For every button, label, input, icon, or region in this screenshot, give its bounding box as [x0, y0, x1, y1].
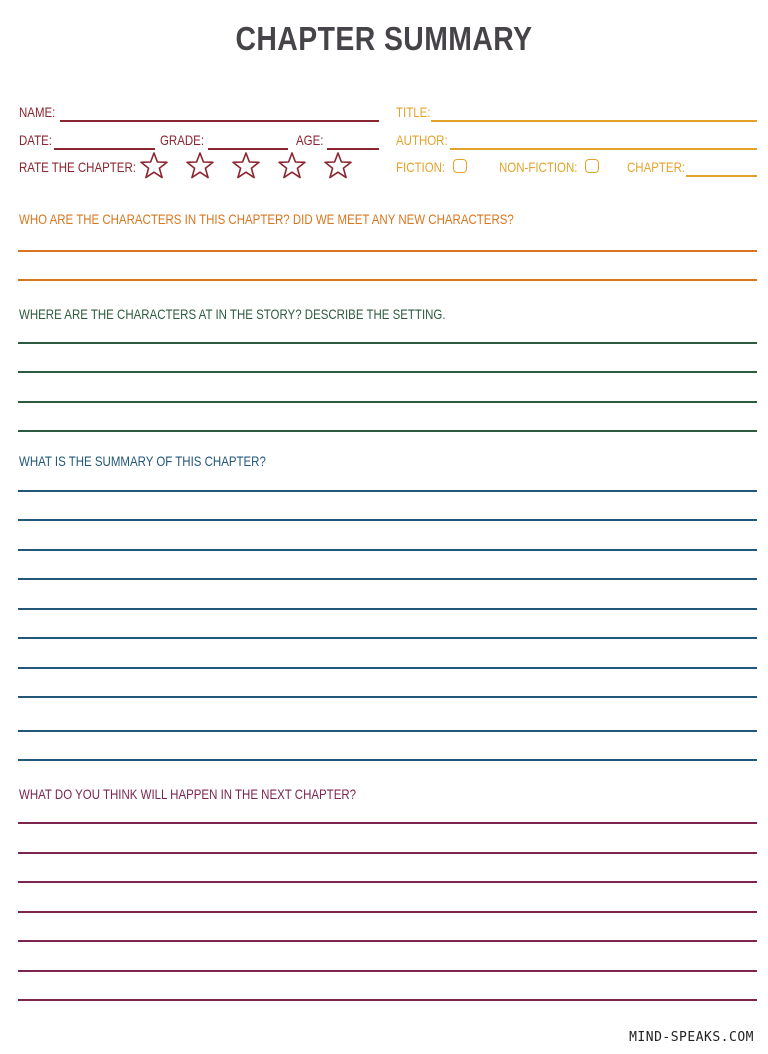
summary-answer-line[interactable]: [18, 549, 757, 551]
date-label: DATE:: [19, 132, 52, 148]
setting-answer-line[interactable]: [18, 430, 757, 432]
summary-answer-line[interactable]: [18, 519, 757, 521]
summary-answer-line[interactable]: [18, 730, 757, 732]
title-field[interactable]: [431, 120, 757, 122]
name-field[interactable]: [60, 120, 379, 122]
prediction-answer-line[interactable]: [18, 852, 757, 854]
fiction-label: FICTION:: [396, 159, 446, 175]
author-field[interactable]: [450, 148, 757, 150]
summary-answer-line[interactable]: [18, 637, 757, 639]
prediction-answer-line[interactable]: [18, 822, 757, 824]
author-label: AUTHOR:: [396, 132, 448, 148]
summary-question: WHAT IS THE SUMMARY OF THIS CHAPTER?: [19, 453, 266, 469]
prediction-answer-line[interactable]: [18, 881, 757, 883]
setting-question: WHERE ARE THE CHARACTERS AT IN THE STORY? DESCRIBE THE SETTING.: [19, 306, 446, 322]
prediction-question: WHAT DO YOU THINK WILL HAPPEN IN THE NEXT CHAPTER?: [19, 786, 357, 802]
name-label: NAME:: [19, 104, 56, 120]
grade-label: GRADE:: [160, 132, 205, 148]
summary-answer-line[interactable]: [18, 759, 757, 761]
prediction-answer-line[interactable]: [18, 911, 757, 913]
page-title: CHAPTER SUMMARY: [235, 20, 533, 57]
rating-star-4-icon[interactable]: [277, 151, 307, 181]
non-fiction-checkbox[interactable]: [585, 159, 599, 173]
chapter-field[interactable]: [686, 175, 757, 177]
setting-answer-line[interactable]: [18, 342, 757, 344]
prediction-answer-line[interactable]: [18, 940, 757, 942]
setting-answer-line[interactable]: [18, 401, 757, 403]
summary-answer-line[interactable]: [18, 608, 757, 610]
grade-field[interactable]: [208, 148, 288, 150]
summary-answer-line[interactable]: [18, 578, 757, 580]
characters-answer-line[interactable]: [18, 279, 757, 281]
rating-star-3-icon[interactable]: [231, 151, 261, 181]
date-field[interactable]: [54, 148, 155, 150]
age-label: AGE:: [296, 132, 324, 148]
age-field[interactable]: [327, 148, 379, 150]
rating-star-5-icon[interactable]: [323, 151, 353, 181]
non-fiction-label: NON-FICTION:: [499, 159, 578, 175]
summary-answer-line[interactable]: [18, 696, 757, 698]
title-label: TITLE:: [396, 104, 431, 120]
rate-chapter-label: RATE THE CHAPTER:: [19, 159, 136, 175]
summary-answer-line[interactable]: [18, 490, 757, 492]
fiction-checkbox[interactable]: [453, 159, 467, 173]
characters-question: WHO ARE THE CHARACTERS IN THIS CHAPTER? DID WE MEET ANY NEW CHARACTERS?: [19, 211, 514, 227]
chapter-label: CHAPTER:: [627, 159, 686, 175]
site-footer: MIND-SPEAKS.COM: [629, 1030, 754, 1045]
prediction-answer-line[interactable]: [18, 970, 757, 972]
summary-answer-line[interactable]: [18, 667, 757, 669]
rating-star-2-icon[interactable]: [185, 151, 215, 181]
characters-answer-line[interactable]: [18, 250, 757, 252]
rating-star-1-icon[interactable]: [139, 151, 169, 181]
prediction-answer-line[interactable]: [18, 999, 757, 1001]
setting-answer-line[interactable]: [18, 371, 757, 373]
